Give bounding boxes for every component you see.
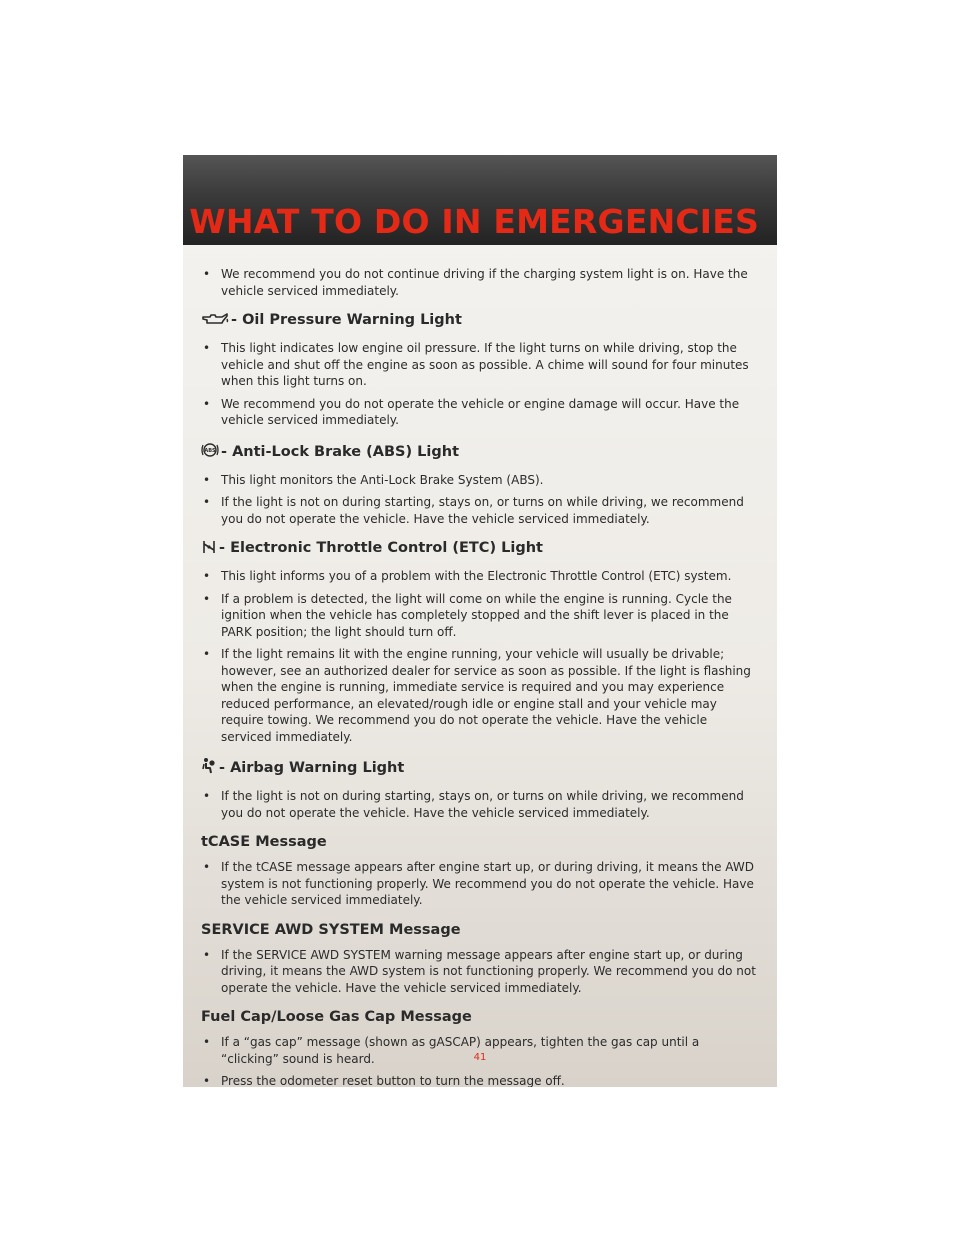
section-banner bbox=[183, 155, 777, 245]
list-item: • We recommend you do not operate the vehicle or engine damage will occur. Have the vehicle serviced immediately. bbox=[201, 396, 757, 429]
heading-abs bbox=[201, 441, 757, 465]
manual-page bbox=[183, 155, 777, 1087]
list-item: • This light informs you of a problem with the Electronic Throttle Control (ETC) system. bbox=[201, 568, 757, 585]
oil-can-icon bbox=[201, 311, 229, 333]
list-item: • This light indicates low engine oil pressure. If the light turns on while driving, stop the vehicle and shut off the engine as soon as possible. A chime will sound for four minutes when this light turns on. bbox=[201, 340, 757, 390]
list-item: • If the SERVICE AWD SYSTEM warning message appears after engine start up, or during driving, it means the AWD system is not functioning properly. We recommend you do not operate the vehicle. Have the vehicle serviced immediately. bbox=[201, 947, 757, 997]
heading-text: - Airbag Warning Light bbox=[219, 760, 405, 776]
heading-fuel-cap: Fuel Cap/Loose Gas Cap Message bbox=[201, 1009, 472, 1025]
heading-text: - Anti-Lock Brake (ABS) Light bbox=[221, 443, 460, 460]
heading-text: - Electronic Throttle Control (ETC) Light bbox=[219, 540, 543, 556]
page-content bbox=[201, 266, 757, 1087]
heading-airbag bbox=[201, 757, 757, 781]
intro-bullet: • We recommend you do not continue driving if the charging system light is on. Have the vehicle serviced immediately. bbox=[201, 266, 757, 299]
heading-etc bbox=[201, 539, 757, 561]
heading-text: - Oil Pressure Warning Light bbox=[231, 312, 462, 328]
list-item: • Press the odometer reset button to turn the message off. bbox=[201, 1073, 757, 1087]
list-item: • If the light is not on during starting, stays on, or turns on while driving, we recommend you do not operate the vehicle. Have the vehicle serviced immediately. bbox=[201, 494, 757, 527]
airbag-icon bbox=[201, 757, 217, 781]
list-item: • This light monitors the Anti-Lock Brake System (ABS). bbox=[201, 472, 757, 489]
page-number: 41 bbox=[473, 1052, 487, 1063]
list-item: • If a “gas cap” message (shown as gASCAP) appears, tighten the gas cap until a “clicking” sound is heard. bbox=[201, 1034, 757, 1067]
list-item: • If the tCASE message appears after engine start up, or during driving, it means the AWD system is not functioning properly. We recommend you do not operate the vehicle. Have the vehicle serviced immediately. bbox=[201, 859, 757, 909]
abs-icon bbox=[201, 441, 219, 465]
throttle-icon bbox=[201, 539, 217, 561]
list-item: • If the light is not on during starting, stays on, or turns on while driving, we recommend you do not operate the vehicle. Have the vehicle serviced immediately. bbox=[201, 788, 757, 821]
banner-title: WHAT TO DO IN EMERGENCIES bbox=[189, 202, 759, 241]
list-item: • If the light remains lit with the engine running, your vehicle will usually be drivable; however, see an authorized dealer for service as soon as possible. If the light is flashing when the engine is running, immediate service is required and you may experience reduced performance, an elevated/rough idle or engine stall and your vehicle may require towing. We recommend you do not operate the vehicle. Have the vehicle serviced immediately. bbox=[201, 646, 757, 745]
list-item: • If a problem is detected, the light will come on while the engine is running. Cycle the ignition when the vehicle has completely stopped and the shift lever is placed in the PARK position; the light should turn off. bbox=[201, 591, 757, 641]
heading-tcase: tCASE Message bbox=[201, 834, 327, 850]
abs-icon-text: ABS bbox=[204, 447, 216, 454]
heading-oil-pressure bbox=[201, 311, 757, 333]
heading-service-awd: SERVICE AWD SYSTEM Message bbox=[201, 921, 461, 938]
